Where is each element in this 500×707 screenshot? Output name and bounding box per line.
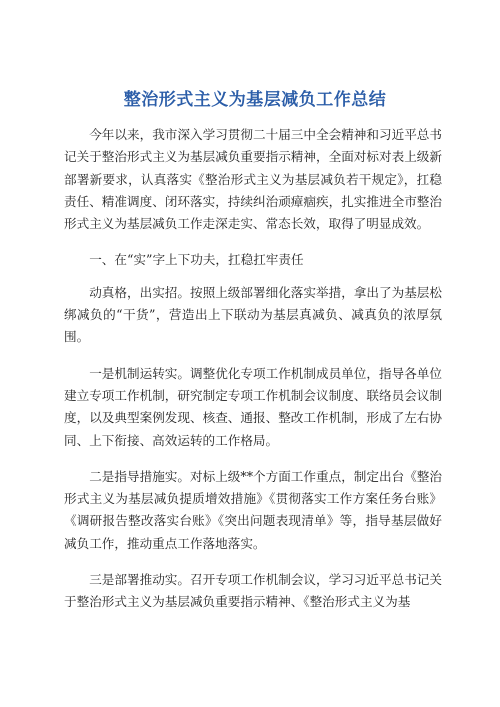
mechanism-paragraph: 一是机制运转实。调整优化专项工作机制成员单位，指导各单位建立专项工作机制，研究制定专项工作机制会议制度、联络员会议制度，以及典型案例发现、核查、通报、整改工作机制，形成了左右协同、上下衔接、高效运转的工作格局。 <box>64 365 442 448</box>
section-intro-paragraph: 动真格，出实招。按照上级部署细化落实举措，拿出了为基层松绑减负的“干货”，营造出上下联动为基层真减负、减真负的浓厚氛围。 <box>64 284 442 345</box>
guidance-paragraph: 二是指导措施实。对标上级**个方面工作重点，制定出台《整治形式主义为基层减负提质增效措施》《贯彻落实工作方案任务台账》《调研报告整改落实台账》《突出问题表现清单》等，指导基层做好减负工作，推动重点工作落地落实。 <box>64 468 442 551</box>
document-title: 整治形式主义为基层减负工作总结 <box>123 90 387 110</box>
intro-paragraph: 今年以来，我市深入学习贯彻二十届三中全会精神和习近平总书记关于整治形式主义为基层减负重要指示精神，全面对标对表上级新部署新要求，认真落实《整治形式主义为基层减负若干规定》，扛稳责任、精准调度、闭环落实，持续纠治顽瘴痼疾，扎实推进全市整治形式主义为基层减负工作走深走实、常态长效，取得了明显成效。 <box>64 127 442 232</box>
section-heading: 一、在“实”字上下功夫，扛稳扛牢责任 <box>89 252 304 268</box>
deployment-paragraph: 三是部署推动实。召开专项工作机制会议，学习习近平总书记关于整治形式主义为基层减负重要指示精神、《整治形式主义为基 <box>64 572 442 610</box>
